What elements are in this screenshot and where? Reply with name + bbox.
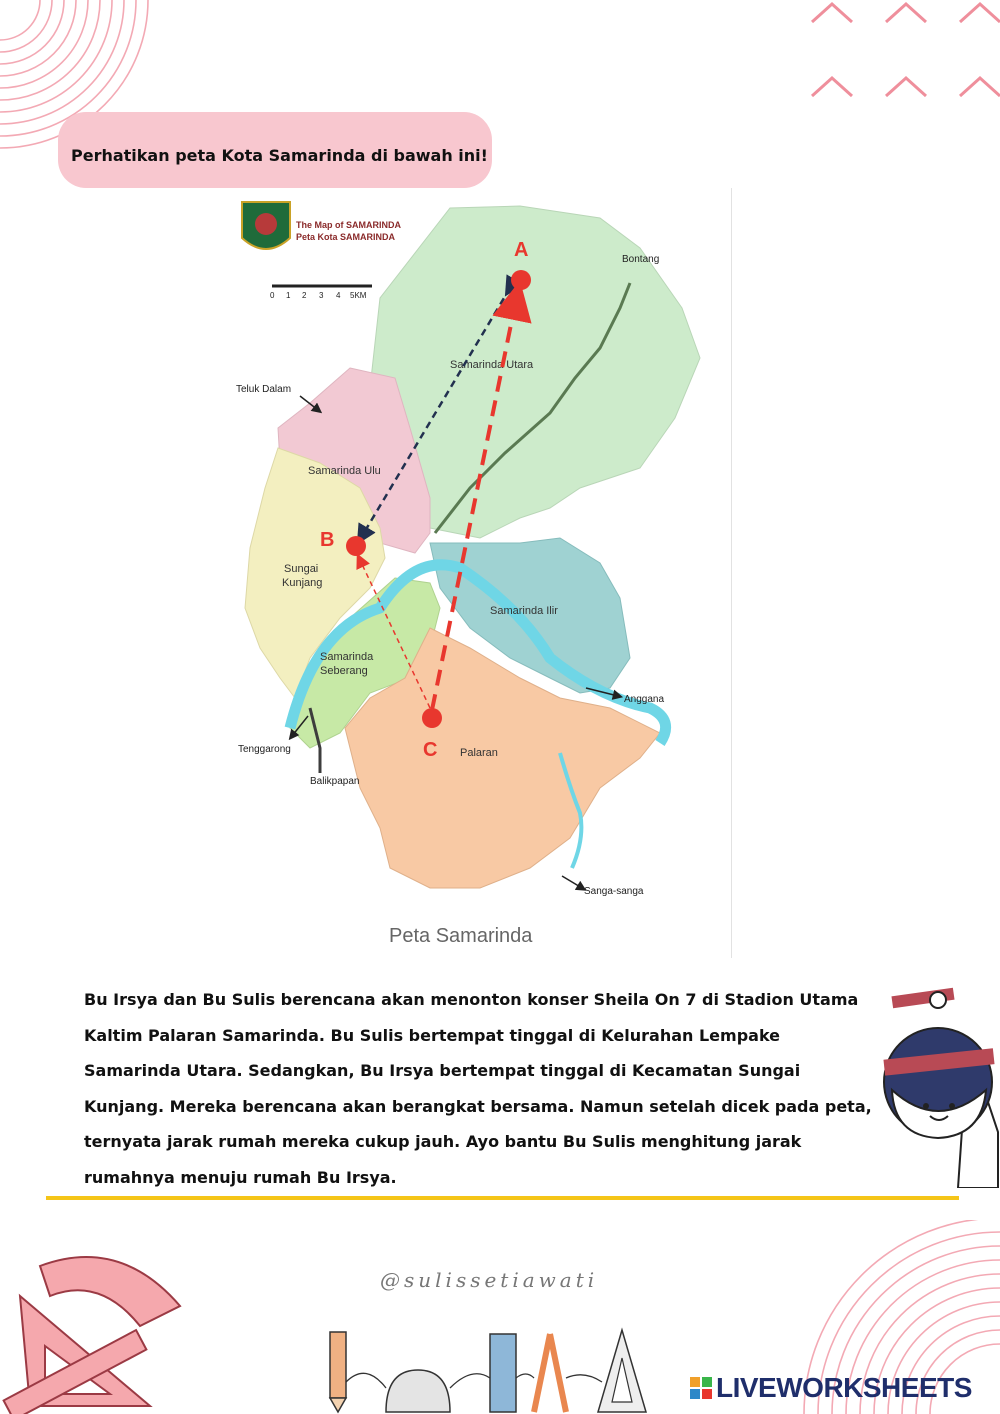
district-label-kunjang: Kunjang <box>282 577 323 589</box>
author-handle: @sulissetiawati <box>380 1268 599 1292</box>
district-label-palaran: Palaran <box>460 747 498 759</box>
district-label-ilir: Samarinda Ilir <box>490 605 558 617</box>
samarinda-map <box>220 188 732 958</box>
destination-anggana: Anggana <box>624 694 665 705</box>
district-label-ulu: Samarinda Ulu <box>308 465 381 477</box>
destination-tenggarong: Tenggarong <box>238 744 291 755</box>
brand-name: LIVEWORKSHEETS <box>716 1372 972 1403</box>
ninja-character-illustration <box>878 982 1000 1188</box>
point-b-marker <box>346 536 366 556</box>
story-paragraph: Bu Irsya dan Bu Sulis berencana akan menonton konser Sheila On 7 di Stadion Utama Kaltim Palaran Samarinda. Bu Sulis bertempat tinggal di Kelurahan Lempake Samarinda Utara. Sedangkan, Bu Irsya bertempat tinggal di Kecamatan Sungai Kunjang. Mereka berencana akan berangkat bersama. Namun setelah dicek pada peta, ternyata jarak rumah mereka cukup jauh. Ayo bantu Bu Sulis menghitung jarak rumahnya menuju rumah Bu Irsya. <box>84 990 872 1187</box>
destination-bontang: Bontang <box>622 254 660 265</box>
instruction-text: Perhatikan peta Kota Samarinda di bawah ini! <box>71 146 488 165</box>
scale-label: 3 <box>319 291 324 300</box>
map-caption: Peta Samarinda <box>389 925 533 947</box>
scale-label: 1 <box>286 291 291 300</box>
section-divider <box>46 1196 959 1200</box>
destination-balikpapan: Balikpapan <box>310 776 360 787</box>
point-b-label: B <box>320 529 335 551</box>
point-a-marker <box>511 270 531 290</box>
district-label-seberang: Seberang <box>320 665 368 677</box>
point-c-label: C <box>423 739 438 761</box>
district-label-seberang: Samarinda <box>320 651 374 663</box>
stationery-characters-illustration <box>322 1322 672 1414</box>
chevron-pattern-top-right <box>800 0 1000 110</box>
district-label-kunjang: Sungai <box>284 563 319 575</box>
map-drawing <box>220 188 732 958</box>
scale-label: 0 <box>270 291 275 300</box>
brand-wordmark <box>716 1372 972 1404</box>
set-square-illustration <box>0 1236 200 1414</box>
liveworksheets-logo-icon <box>690 1377 712 1399</box>
map-title-id: Peta Kota SAMARINDA <box>296 232 396 242</box>
destination-teluk-dalam: Teluk Dalam <box>236 384 292 395</box>
map-divider-line <box>731 188 732 958</box>
point-c-marker <box>422 708 442 728</box>
city-emblem <box>242 202 290 249</box>
point-a-label: A <box>514 239 529 261</box>
scale-label: 4 <box>336 291 341 300</box>
scale-label: 5KM <box>350 291 367 300</box>
district-label-utara: Samarinda Utara <box>450 359 534 371</box>
destination-sanga-sanga: Sanga-sanga <box>584 886 644 897</box>
map-title-en: The Map of SAMARINDA <box>296 220 401 230</box>
instruction-banner <box>58 112 492 188</box>
scale-label: 2 <box>302 291 307 300</box>
